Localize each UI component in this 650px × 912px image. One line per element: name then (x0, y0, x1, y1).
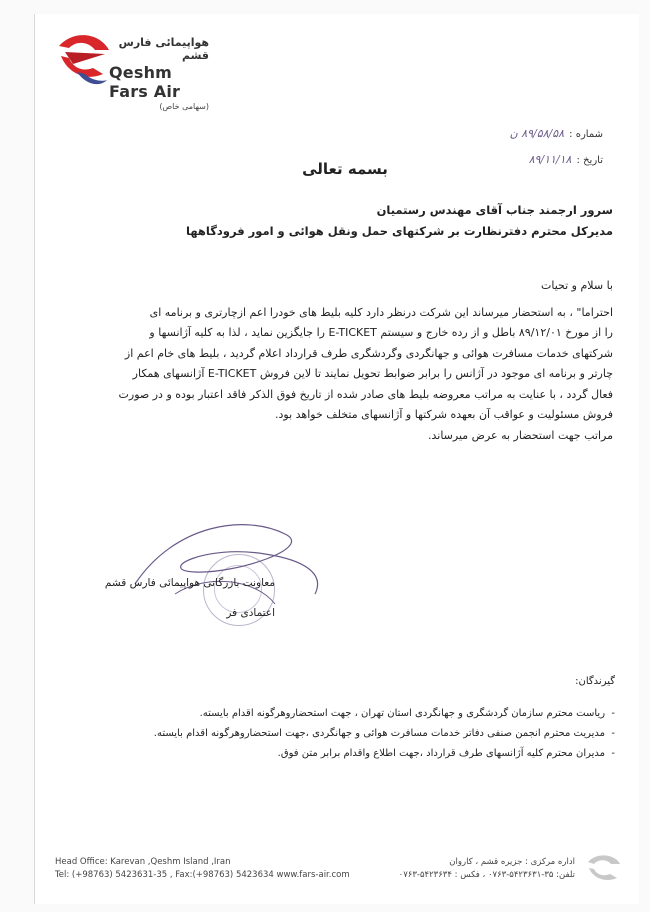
brand-subtitle: (سهامی خاص) (159, 102, 209, 111)
body-line: شرکتهای خدمات مسافرت هوائی و جهانگردی وگردشگری طرف قرارداد اعلام گردید ، بلیط های خام اعم از (124, 346, 613, 360)
signature-name: اعتمادی فر (226, 607, 275, 619)
footer-logo-icon (585, 852, 623, 886)
footer-address-fa: اداره مرکزی : جزیره قشم ، کاروان (449, 857, 575, 867)
signature-title: معاونت بازرگانی هواپیمائی فارس قشم (104, 577, 275, 589)
letter-date (415, 148, 603, 167)
date-value: ۸۹/۱۱/۱۸ (528, 153, 572, 166)
letter-title: بسمه تعالی (302, 160, 388, 178)
brand-name-en: Qeshm Fars Air (109, 63, 181, 101)
date-label: تاریخ : (576, 155, 603, 166)
footer-address-en: Head Office: Karevan ,Qeshm Island ,Iran (55, 857, 231, 867)
brand-name-fa: هواپیمائی فارس قشم (118, 36, 209, 62)
letter-page (34, 14, 639, 904)
addressee-title: مدیرکل محترم دفترنظارت بر شرکتهای حمل ونقل هوائی و امور فرودگاهها (186, 224, 613, 238)
number-value: ۸۹/۵۸/۵۸ ن (509, 127, 565, 140)
recipient-item: - ریاست محترم سازمان گردشگری و جهانگردی استان تهران ، جهت استحضاروهرگونه اقدام بایسته. (199, 708, 615, 719)
addressee-name: سرور ارجمند جناب آقای مهندس رستمیان (376, 203, 613, 217)
footer-contact-fa: تلفن: ۳۵-۵۴۲۳۶۳۱-۰۷۶۳ ، فکس : ۵۴۲۳۶۳۴-۰۷۶۳ (398, 870, 575, 880)
recipients (75, 672, 615, 764)
recipient-item: - مدیران محترم کلیه آژانسهای طرف قرارداد ،جهت اطلاع واقدام برابر متن فوق. (277, 748, 615, 759)
recipient-item: - مدیریت محترم انجمن صنفی دفاتر خدمات مسافرت هوائی و جهانگردی ،جهت استحضاروهرگونه اقدام بایسته. (153, 728, 615, 739)
body-line: فعال گردد ، با عنایت به مراتب معروضه بلیط های صادر شده از تاریخ فوق الذکر فاقد اعتبار بوده و در صورت (118, 387, 613, 401)
logo-mark-icon (55, 28, 113, 90)
body-line: فروش مسئولیت و عواقب آن بعهده شرکتها و آژانسهای متخلف خواهد بود. (275, 408, 613, 421)
addressee (185, 200, 613, 242)
body-line: چارتر و برنامه ای موجود در آژانس را برابر ضوابط تحویل نمایند تا لاین فروش E-TICKET آژانسهای همکار (132, 367, 613, 380)
recipients-label: گیرندگان: (575, 676, 615, 687)
letter-number (415, 122, 603, 141)
logo (55, 28, 209, 111)
greeting: با سلام و تحیات (541, 279, 613, 292)
body-line: را از مورخ ۸۹/۱۲/۰۱ باطل و از رده خارج و سیستم E-TICKET را جایگزین نماید ، لذا به کلیه آژانسها و (149, 326, 613, 339)
footer-fa (375, 856, 575, 882)
letter-body (71, 276, 613, 446)
body-line: مراتب جهت استحضار به عرض میرساند. (427, 428, 613, 442)
footer-contact-en: Tel: (+98763) 5423631-35 , Fax:(+98763) 5423634 www.fars-air.com (55, 870, 350, 880)
number-label: شماره : (569, 129, 603, 140)
body-line: احتراما" ، به استحضار میرساند این شرکت درنظر دارد کلیه بلیط های خودرا اعم ازچارتری و برنامه ای (149, 305, 613, 319)
signature-block (95, 568, 275, 628)
footer-en (55, 856, 355, 882)
